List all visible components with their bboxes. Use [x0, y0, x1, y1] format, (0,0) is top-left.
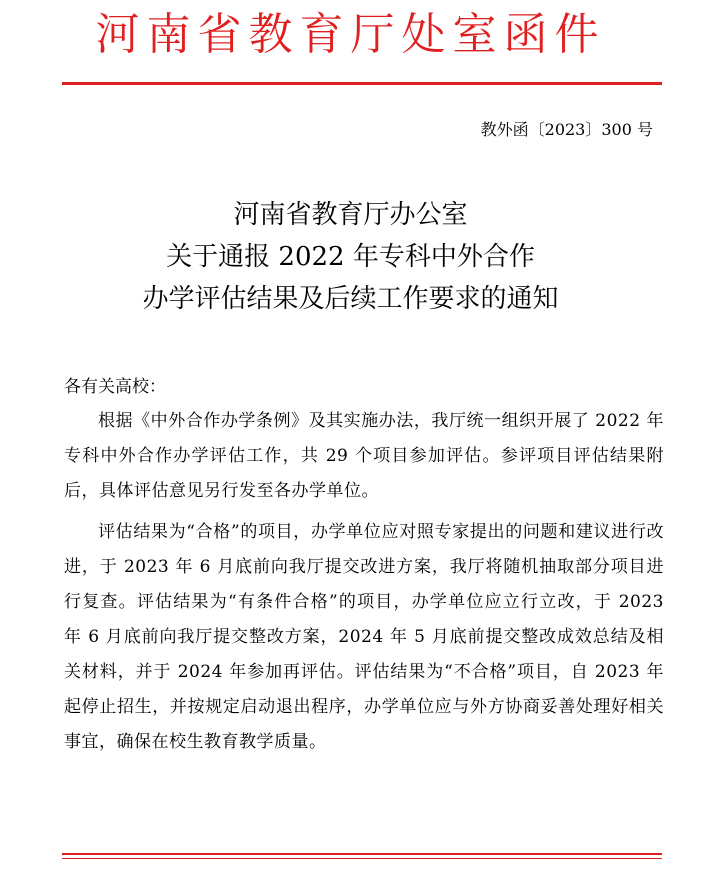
- bottom-red-rule-thin: [62, 858, 662, 859]
- notice-body: [64, 372, 664, 760]
- notice-title-line-2: 关于通报 2022 年专科中外合作: [166, 242, 535, 272]
- letterhead-title: 河南省教育厅处室函件: [95, 9, 606, 60]
- notice-title-line-1: 河南省教育厅办公室: [233, 200, 468, 230]
- salutation: 各有关高校：: [64, 377, 166, 397]
- document-number: 教外函〔2023〕300 号: [480, 120, 653, 139]
- body-paragraph-2: 评估结果为“合格”的项目，办学单位应对照专家提出的问题和建议进行改进，于 2023 年 6 月底前向我厅提交改进方案，我厅将随机抽取部分项目进行复查。评估结果为“有条件合格”的项目，办学单位应立行立改，于 2023 年 6 月底前向我厅提交整改方案，2024 年 5 月底前提交整改成效总结及相关材料，并于 2024 年参加再评估。评估结果为“不合格”项目，自 2023 年起停止招生，并按规定启动退出程序，办学单位应与外方协商妥善处理好相关事宜，确保在校生教育教学质量。: [64, 522, 664, 752]
- body-paragraph-1: 根据《中外合作办学条例》及其实施办法，我厅统一组织开展了 2022 年专科中外合作办学评估工作，共 29 个项目参加评估。参评项目评估结果附后，具体评估意见另行发至各办学单位。: [64, 411, 664, 501]
- letterhead-red-rule: [62, 82, 662, 85]
- notice-title-line-3: 办学评估结果及后续工作要求的通知: [142, 284, 559, 314]
- notice-title: [0, 194, 701, 320]
- bottom-red-rule: [62, 853, 662, 855]
